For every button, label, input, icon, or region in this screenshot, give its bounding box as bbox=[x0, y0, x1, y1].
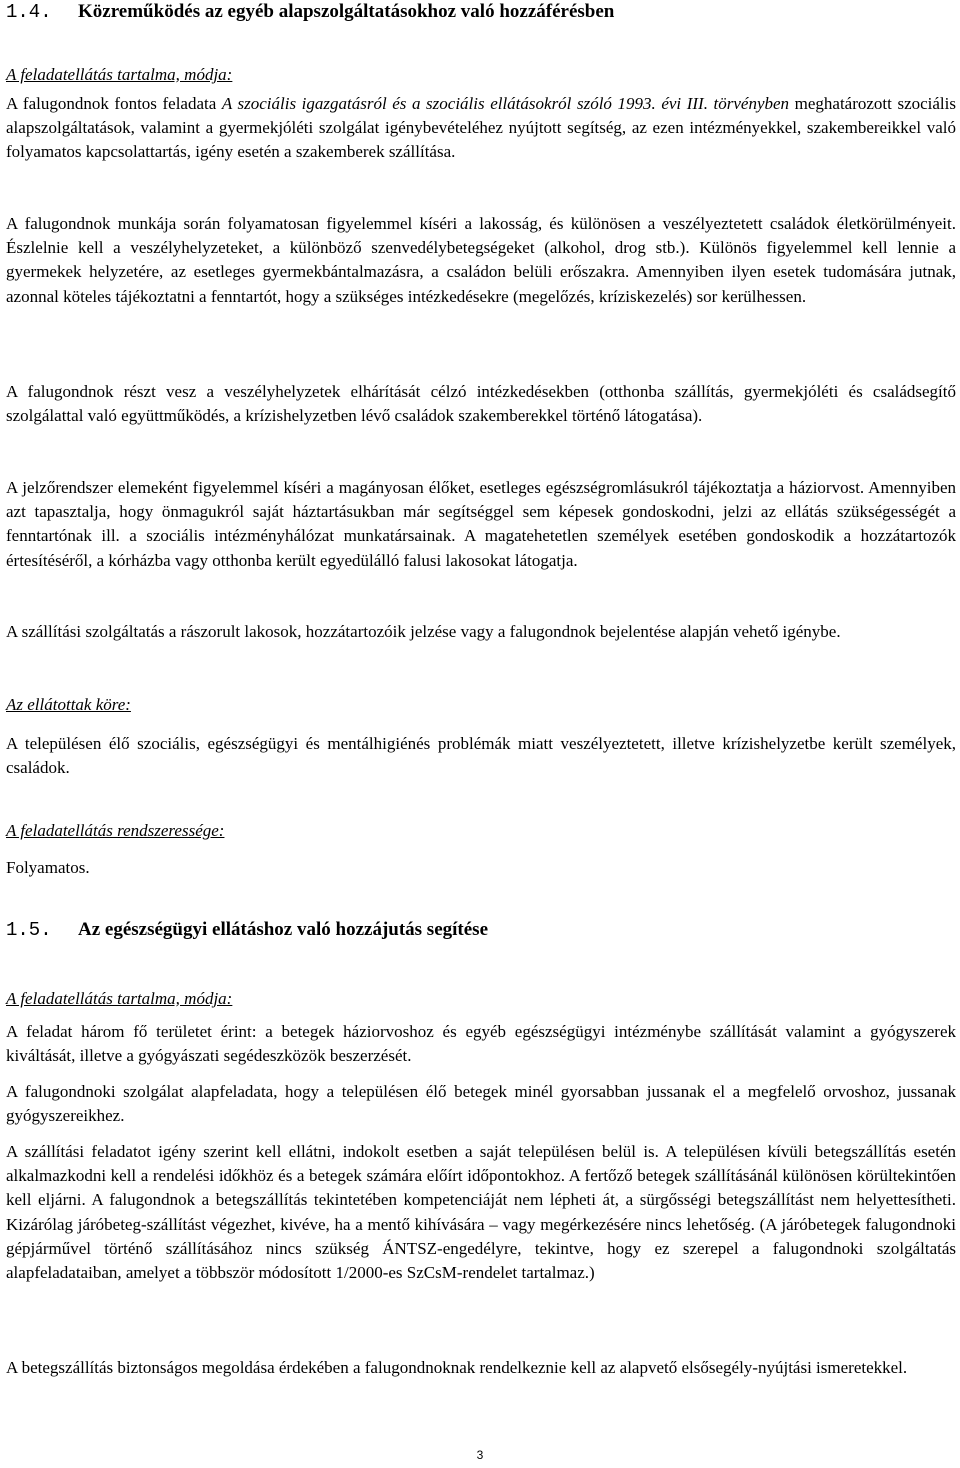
paragraph: A szállítási szolgáltatás a rászorult lakosok, hozzátartozóik jelzése vagy a falugondnok bejelentése alapján vehető igénybe. bbox=[6, 622, 841, 641]
regularity-value: Folyamatos. bbox=[6, 858, 90, 877]
section-title: Közreműködés az egyéb alapszolgáltatásokhoz való hozzáférésben bbox=[78, 1, 615, 22]
paragraph: A szállítási feladatot igény szerint kell ellátni, indokolt esetben a saját településen belül is. A településen kívüli betegszállítás esetén alkalmazkodni kell a rendelési időkhöz és a betegek számára előírt időpontokhoz. A fertőző betegek szállításánál különösen körültekintően kell eljárni. A falugondnok a betegszállítás tekintetében kompetenciáját nem lépheti át, a sürgősségi betegszállítást nem helyettesítheti. Kizárólag járóbeteg-szállítást végezhet, kivéve, ha a mentő kihívására – vagy megérkezésére nincs lehetőség. (A járóbetegek falugondnoki gépjárművel történő szállításához nincs szükség ÁNTSZ-engedélyre, tekintve, hogy ez szerepel a falugondnoki szolgáltatás alapfeladataiban, amelyet a többször módosított 1/2000-es SzCsM-rendelet tartalmaz.) bbox=[6, 1142, 956, 1283]
paragraph: A jelzőrendszer elemeként figyelemmel kíséri a magányosan élőket, esetleges egészségromlásukról tájékoztatja a háziorvost. Amennyiben azt tapasztalja, hogy önmagukról saját háztartásukban már segítséggel sem képesek gondoskodni, jelzi az ellátás szükségességét a fenntartónak ill. a szociális intézményhálózat munkatársainak. A magatehetetlen személyek esetében gondoskodik a hozzátartozók értesítéséről, a kórházba vagy otthonba került egyedülálló falusi lakosokat látogatja. bbox=[6, 478, 956, 570]
section-heading-1-4 bbox=[6, 0, 614, 24]
paragraph: A falugondnok részt vesz a veszélyhelyzetek elhárítását célzó intézkedésekben (otthonba szállítás, gyermekjóléti és családsegítő szolgálattal való együttműködés, a krízishelyzetben lévő családok szakemberekkel történő látogatása). bbox=[6, 382, 956, 426]
section-title: Az egészségügyi ellátáshoz való hozzájutás segítése bbox=[78, 919, 489, 940]
section-number: 1.5. bbox=[6, 919, 52, 941]
section-number: 1.4. bbox=[6, 1, 52, 23]
subheading-tasks: A feladatellátás tartalma, módja: bbox=[6, 989, 233, 1008]
paragraph: A településen élő szociális, egészségügyi és mentálhigiénés problémák miatt veszélyeztetett, illetve krízishelyzetbe került személyek, családok. bbox=[6, 734, 956, 778]
paragraph: A betegszállítás biztonságos megoldása érdekében a falugondnoknak rendelkeznie kell az alapvető elsősegély-nyújtási ismeretekkel. bbox=[6, 1358, 908, 1377]
paragraph-text: A falugondnok fontos feladata bbox=[6, 94, 222, 113]
paragraph: A feladat három fő területet érint: a betegek háziorvoshoz és egyéb egészségügyi intézménybe szállítását valamint a gyógyszerek kiváltását, illetve a gyógyászati segédeszközök beszerzését. bbox=[6, 1022, 956, 1066]
paragraph bbox=[6, 92, 956, 165]
paragraph-text: meghatározott szociális alapszolgáltatások, valamint a gyermekjóléti szolgálat igénybevételéhez nyújtott segítség, az ezen intézményekkel, szakembereikkel való folyamatos kapcsolattartás, igény esetén a szakemberek szállítása. bbox=[6, 94, 956, 162]
paragraph: A falugondnoki szolgálat alapfeladata, hogy a településen élő betegek minél gyorsabban jussanak el a megfelelő orvoshoz, jussanak gyógyszereikhez. bbox=[6, 1082, 956, 1126]
paragraph: A falugondnok munkája során folyamatosan figyelemmel kíséri a lakosság, és különösen a veszélyeztetett családok életkörülményeit. Észlelnie kell a veszélyhelyzeteket, a különböző szenvedélybetegségeket (alkohol, drog stb.). Különös figyelemmel kell lennie a gyermekek helyzetére, az esetleges gyermekbántalmazásra, a családon belüli erőszakra. Amennyiben ilyen esetek tudomására jutnak, azonnal köteles tájékoztatni a fenntartót, hogy a szükséges intézkedésekre (megelőzés, kríziskezelés) sor kerülhessen. bbox=[6, 214, 956, 306]
subheading-regularity: A feladatellátás rendszeressége: bbox=[6, 821, 225, 840]
law-reference: A szociális igazgatásról és a szociális ellátásokról szóló 1993. évi III. törvényben bbox=[221, 94, 790, 113]
subheading-clients: Az ellátottak köre: bbox=[6, 695, 131, 714]
page-number: 3 bbox=[476, 1448, 484, 1462]
section-heading-1-5 bbox=[6, 918, 488, 942]
subheading-tasks: A feladatellátás tartalma, módja: bbox=[6, 65, 233, 84]
